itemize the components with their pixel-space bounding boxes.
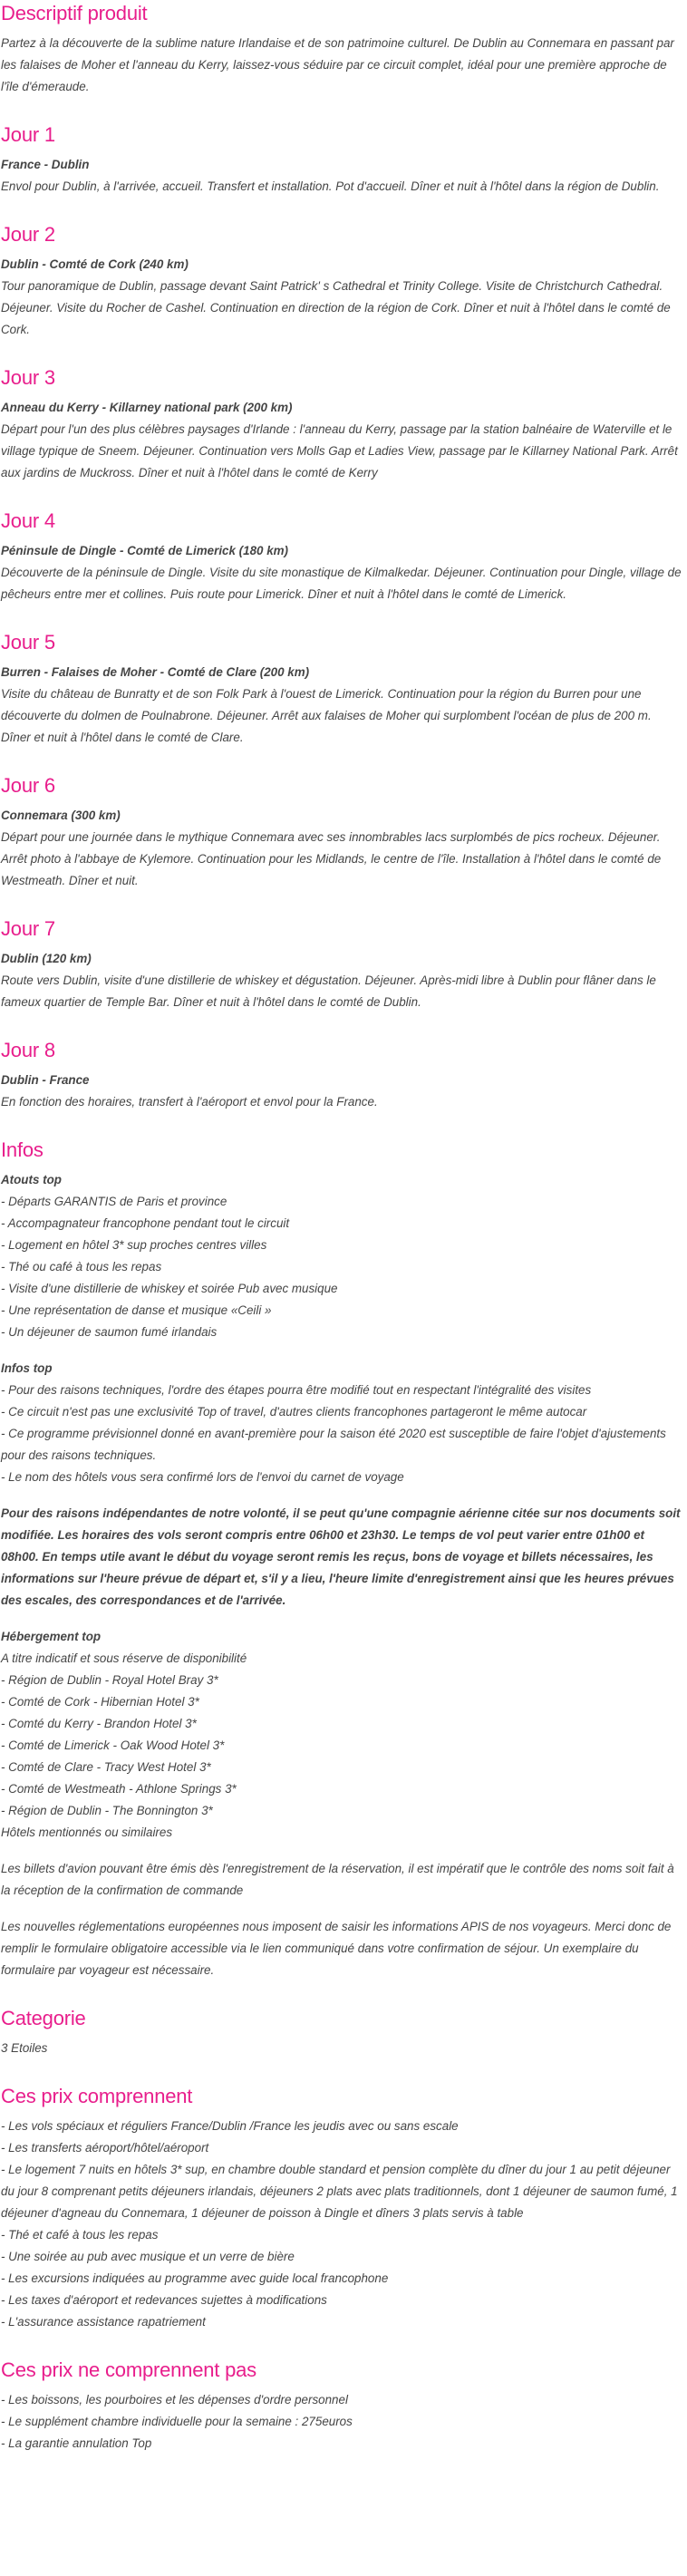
categorie-section (1, 2005, 683, 2059)
atouts-title: Atouts top (1, 1173, 62, 1186)
list-item: - Ce programme prévisionnel donné en avant-première pour la saison été 2020 est susceptible de faire l'objet d'ajustements pour des raisons techniques. (1, 1427, 666, 1462)
list-item: - Comté de Limerick - Oak Wood Hotel 3* (1, 1738, 225, 1752)
list-item: - Logement en hôtel 3* sup proches centres villes (1, 1238, 267, 1252)
day-8-text: En fonction des horaires, transfert à l'aéroport et envol pour la France. (1, 1095, 378, 1109)
day-6-subtitle: Connemara (300 km) (1, 809, 121, 822)
list-item: - Région de Dublin - Royal Hotel Bray 3* (1, 1673, 218, 1687)
billets-text: Les billets d'avion pouvant être émis dès l'enregistrement de la réservation, il est impératif que le contrôle des noms soit fait à la réception de la confirmation de commande (1, 1862, 674, 1897)
list-item: - Le supplément chambre individuelle pour la semaine : 275euros (1, 2415, 353, 2428)
day-1-title: Jour 1 (1, 123, 55, 146)
day-5-section (1, 629, 683, 749)
list-item: - Pour des raisons techniques, l'ordre des étapes pourra être modifié tout en respectant l'intégralité des visites (1, 1383, 592, 1397)
hebergement-title: Hébergement top (1, 1630, 102, 1643)
day-6-title: Jour 6 (1, 774, 55, 797)
infos-top-title: Infos top (1, 1361, 53, 1375)
day-8-section (1, 1037, 683, 1113)
descriptif-section (1, 0, 683, 98)
day-1-text: Envol pour Dublin, à l'arrivée, accueil. Transfert et installation. Pot d'accueil. Dîner et nuit à l'hôtel dans la région de Dublin. (1, 179, 660, 193)
list-item: - Départs GARANTIS de Paris et province (1, 1195, 227, 1208)
day-4-title: Jour 4 (1, 509, 55, 532)
comprennent-section (1, 2083, 683, 2333)
descriptif-title: Descriptif produit (1, 2, 148, 24)
day-7-text: Route vers Dublin, visite d'une distillerie de whiskey et dégustation. Déjeuner. Après-midi libre à Dublin pour flâner dans le fameux quartier de Temple Bar. Dîner et nuit à l'hôtel dans le comté de Dublin. (1, 973, 656, 1009)
list-item: - Ce circuit n'est pas une exclusivité Top of travel, d'autres clients francophones partageront le même autocar (1, 1405, 587, 1419)
comprennent-title: Ces prix comprennent (1, 2085, 193, 2107)
list-item: - Comté du Kerry - Brandon Hotel 3* (1, 1717, 197, 1730)
list-item: - Comté de Clare - Tracy West Hotel 3* (1, 1760, 211, 1774)
list-item: - Les taxes d'aéroport et redevances sujettes à modifications (1, 2293, 327, 2307)
list-item: - Les boissons, les pourboires et les dépenses d'ordre personnel (1, 2393, 348, 2407)
infos-section (1, 1137, 683, 1981)
list-item: - Un déjeuner de saumon fumé irlandais (1, 1325, 218, 1339)
ne-comprennent-section (1, 2357, 683, 2455)
day-2-section (1, 221, 683, 341)
list-item: - Région de Dublin - The Bonnington 3* (1, 1804, 213, 1817)
day-5-subtitle: Burren - Falaises de Moher - Comté de Clare (200 km) (1, 665, 310, 679)
day-4-subtitle: Péninsule de Dingle - Comté de Limerick (180 km) (1, 544, 289, 557)
day-4-text: Découverte de la péninsule de Dingle. Visite du site monastique de Kilmalkedar. Déjeuner. Continuation pour Dingle, village de pêcheurs entre mer et collines. Puis route pour Limerick. Dîner et nuit à l'hôtel dans le comté de Limerick. (1, 566, 682, 601)
list-item: - Visite d'une distillerie de whiskey et soirée Pub avec musique (1, 1282, 338, 1295)
list-item: Hôtels mentionnés ou similaires (1, 1825, 173, 1839)
list-item: - Une représentation de danse et musique «Ceili » (1, 1303, 272, 1317)
day-7-title: Jour 7 (1, 917, 55, 940)
atouts-list (1, 1191, 683, 1343)
hebergement-list (1, 1648, 683, 1844)
day-2-text: Tour panoramique de Dublin, passage devant Saint Patrick' s Cathedral et Trinity College. Visite de Christchurch Cathedral. Déjeuner. Visite du Rocher de Cashel. Continuation en direction de la région de Cork. Dîner et nuit à l'hôtel dans le comté de Cork. (1, 279, 671, 336)
list-item: - Une soirée au pub avec musique et un verre de bière (1, 2250, 295, 2263)
day-3-subtitle: Anneau du Kerry - Killarney national park (200 km) (1, 401, 293, 414)
list-item: - Les excursions indiquées au programme avec guide local francophone (1, 2271, 389, 2285)
day-7-subtitle: Dublin (120 km) (1, 952, 92, 965)
ne-comprennent-list (1, 2389, 683, 2455)
day-2-subtitle: Dublin - Comté de Cork (240 km) (1, 257, 189, 271)
list-item: - Comté de Cork - Hibernian Hotel 3* (1, 1695, 199, 1709)
day-3-section (1, 364, 683, 484)
day-8-subtitle: Dublin - France (1, 1073, 90, 1087)
categorie-value: 3 Etoiles (1, 2041, 48, 2055)
list-item: - Le logement 7 nuits en hôtels 3* sup, en chambre double standard et pension complète du dîner du jour 1 au petit déjeuner du jour 8 comprenant petits déjeuners irlandais, déjeuners 2 plats avec plats traditionnels, dont 1 déjeuner de saumon fumé, 1 déjeuner d'agneau du Connemara, 1 déjeuner de poisson à Dingle et dîners 3 plats servis à table (1, 2163, 678, 2220)
day-2-title: Jour 2 (1, 223, 55, 246)
day-3-text: Départ pour l'un des plus célèbres paysages d'Irlande : l'anneau du Kerry, passage par la station balnéaire de Waterville et le village typique de Sneem. Déjeuner. Continuation vers Molls Gap et Ladies View, passage par le Killarney National Park. Arrêt aux jardins de Muckross. Dîner et nuit à l'hôtel dans le comté de Kerry (1, 422, 678, 479)
list-item: - Comté de Westmeath - Athlone Springs 3* (1, 1782, 237, 1796)
infos-top-list (1, 1380, 683, 1488)
list-item: - Thé et café à tous les repas (1, 2228, 159, 2242)
list-item: - L'assurance assistance rapatriement (1, 2315, 206, 2329)
list-item: - Thé ou café à tous les repas (1, 1260, 162, 1273)
categorie-title: Categorie (1, 2007, 86, 2029)
day-5-text: Visite du château de Bunratty et de son Folk Park à l'ouest de Limerick. Continuation pour la région du Burren pour une découverte du dolmen de Poulnabrone. Déjeuner. Arrêt aux falaises de Moher qui surplombent l'océan de plus de 200 m. Dîner et nuit à l'hôtel dans le comté de Clare. (1, 687, 652, 744)
list-item: - Le nom des hôtels vous sera confirmé lors de l'envoi du carnet de voyage (1, 1470, 404, 1484)
descriptif-text: Partez à la découverte de la sublime nature Irlandaise et de son patrimoine culturel. De Dublin au Connemara en passant par les falaises de Moher et l'anneau du Kerry, laissez-vous séduire par ce circuit complet, idéal pour une première approche de l'île d'émeraude. (1, 36, 674, 93)
infos-title: Infos (1, 1138, 44, 1161)
comprennent-list (1, 2116, 683, 2333)
day-5-title: Jour 5 (1, 631, 55, 654)
day-8-title: Jour 8 (1, 1039, 55, 1061)
list-item: - Accompagnateur francophone pendant tout le circuit (1, 1216, 290, 1230)
day-1-subtitle: France - Dublin (1, 158, 90, 171)
apis-text: Les nouvelles réglementations européennes nous imposent de saisir les informations APIS de nos voyageurs. Merci donc de remplir le formulaire obligatoire accessible via le lien communiqué dans votre confirmation de séjour. Un exemplaire du formulaire par voyageur est nécessaire. (1, 1920, 672, 1977)
day-6-text: Départ pour une journée dans le mythique Connemara avec ses innombrables lacs surplombés de pics rocheux. Déjeuner. Arrêt photo à l'abbaye de Kylemore. Continuation pour les Midlands, le centre de l'île. Installation à l'hôtel dans le comté de Westmeath. Dîner et nuit. (1, 830, 662, 887)
flight-warning-text: Pour des raisons indépendantes de notre volonté, il se peut qu'une compagnie aérienne citée sur nos documents soit modifiée. Les horaires des vols seront compris entre 06h00 et 23h30. Le temps de vol peut varier entre 01h00 et 08h00. En temps utile avant le début du voyage seront remis les reçus, bons de voyage et billets nécessaires, les informations sur l'heure prévue de départ et, s'il y a lieu, l'heure limite d'enregistrement ainsi que les heures prévues des escales, des correspondances et de l'arrivée. (1, 1506, 681, 1607)
list-item: A titre indicatif et sous réserve de disponibilité (1, 1651, 247, 1665)
ne-comprennent-title: Ces prix ne comprennent pas (1, 2358, 256, 2381)
day-1-section (1, 121, 683, 198)
day-4-section (1, 508, 683, 605)
list-item: - La garantie annulation Top (1, 2436, 152, 2450)
day-7-section (1, 915, 683, 1013)
day-6-section (1, 772, 683, 892)
list-item: - Les transferts aéroport/hôtel/aéroport (1, 2141, 209, 2155)
list-item: - Les vols spéciaux et réguliers France/Dublin /France les jeudis avec ou sans escale (1, 2119, 459, 2133)
day-3-title: Jour 3 (1, 366, 55, 389)
